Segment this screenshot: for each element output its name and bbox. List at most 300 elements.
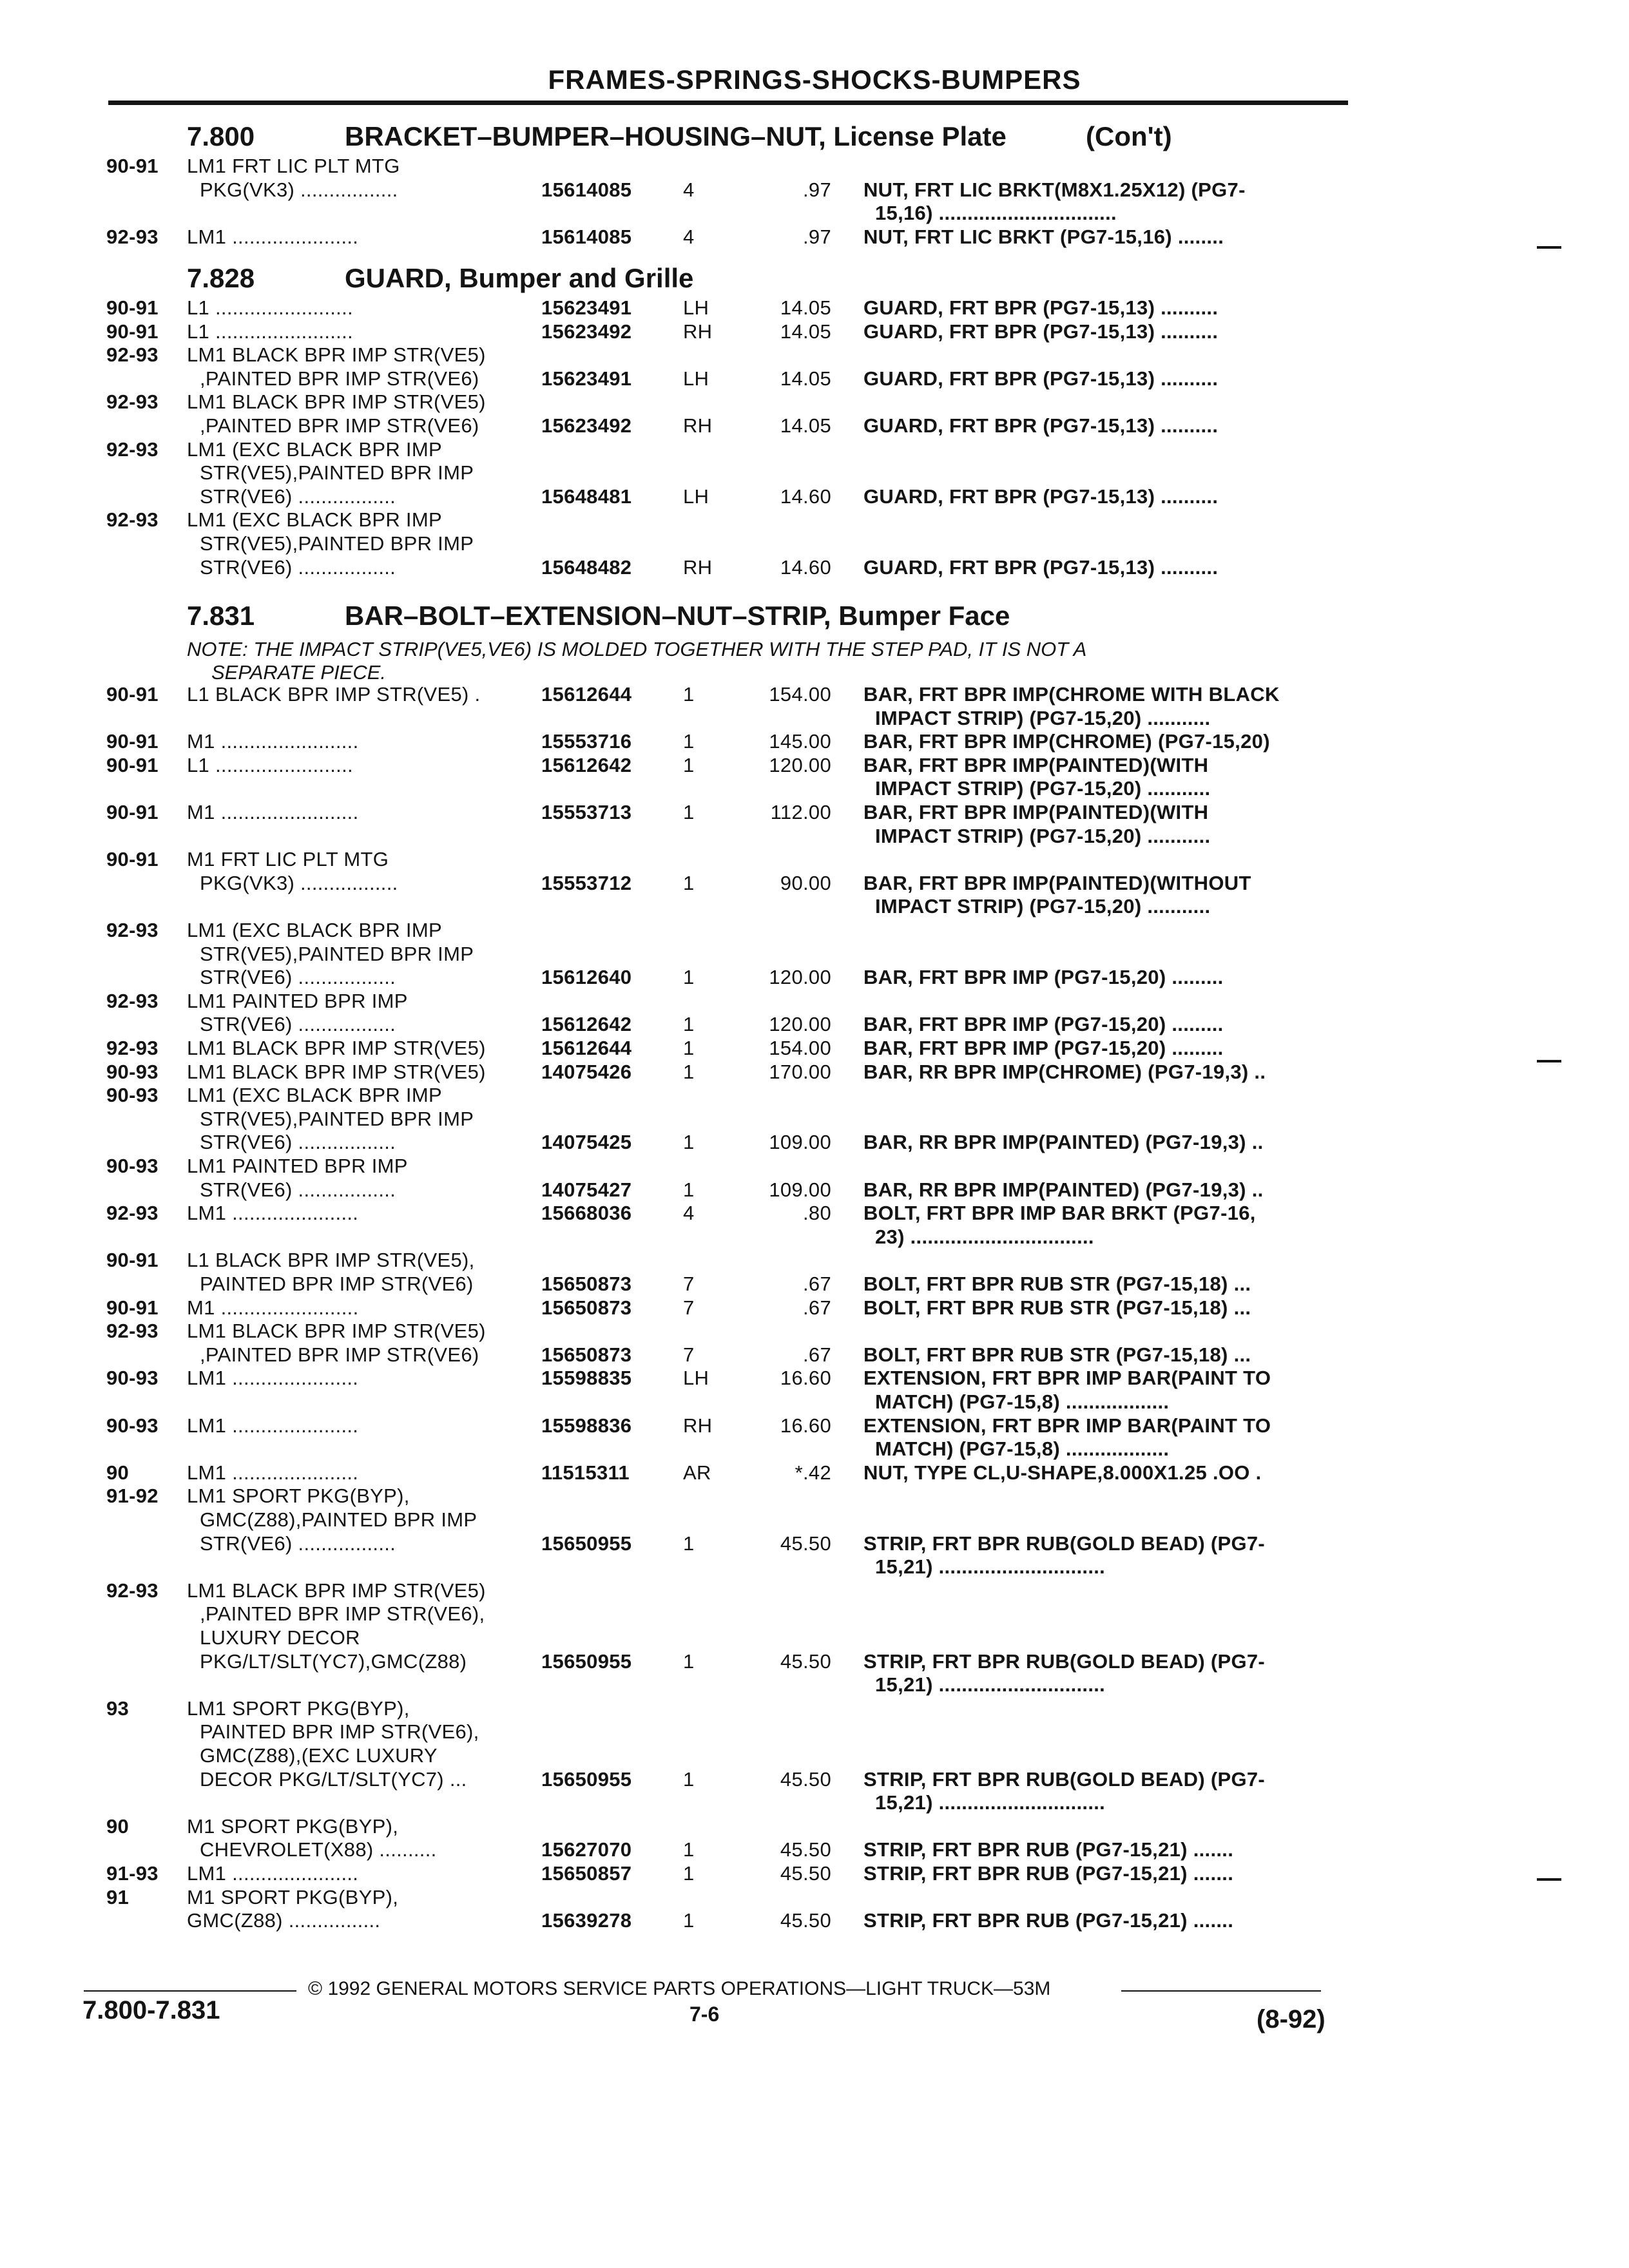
model-year: 90-91 [106,296,159,319]
model-year: 92-93 [106,1320,159,1343]
price: 120.00 [769,966,831,989]
part-description: BAR, FRT BPR IMP(PAINTED)(WITH [863,801,1209,823]
part-description: BAR, RR BPR IMP(PAINTED) (PG7-19,3) .. [863,1178,1264,1201]
parts-row [0,966,1629,989]
part-number: 15650955 [541,1532,632,1555]
part-description: BAR, FRT BPR IMP (PG7-15,20) ......... [863,1037,1224,1059]
quantity: 1 [683,966,695,989]
application-description: STR(VE6) ................. [200,1532,396,1555]
parts-row [0,1037,1629,1060]
price: .97 [803,178,831,201]
parts-row [0,1768,1629,1791]
section-continued: (Con't) [1086,121,1172,151]
parts-row [0,1414,1629,1437]
parts-row [0,1437,1629,1461]
part-number: 15650873 [541,1343,632,1366]
part-description: BOLT, FRT BPR RUB STR (PG7-15,18) ... [863,1296,1251,1319]
application-description: STR(VE6) ................. [200,1131,396,1154]
model-year: 92-93 [106,1202,159,1225]
application-description: M1 ........................ [187,1296,359,1319]
price: 45.50 [780,1862,831,1885]
price: 14.60 [780,555,831,579]
parts-row [0,438,1629,461]
footer-rule-left [84,1990,296,1992]
part-number: 15623492 [541,414,632,437]
section-title: GUARD, Bumper and Grille [345,263,694,293]
application-description: LUXURY DECOR [200,1626,360,1649]
part-number: 15648481 [541,485,632,508]
model-year: 90-91 [106,320,159,343]
model-year: 90-93 [106,1084,159,1107]
part-description: BAR, FRT BPR IMP(PAINTED)(WITH [863,753,1209,776]
price: 112.00 [770,801,831,823]
part-description: GUARD, FRT BPR (PG7-15,13) .......... [863,485,1219,508]
quantity: RH [683,555,713,579]
parts-row [0,414,1629,437]
quantity: 1 [683,871,695,894]
part-description: STRIP, FRT BPR RUB (PG7-15,21) ....... [863,1909,1234,1932]
quantity: RH [683,414,713,437]
parts-row [0,1532,1629,1555]
application-description: STR(VE5),PAINTED BPR IMP [200,942,474,965]
parts-row [0,1508,1629,1532]
parts-row [0,1650,1629,1673]
application-description: STR(VE6) ................. [200,1178,396,1201]
price: 154.00 [769,683,831,706]
part-number: 15650955 [541,1649,632,1673]
price: 109.00 [769,1131,831,1154]
parts-row [0,1131,1629,1154]
part-number: 15612644 [541,1037,632,1059]
parts-row [0,1273,1629,1296]
parts-row [0,155,1629,178]
page-header-title: FRAMES-SPRINGS-SHOCKS-BUMPERS [548,64,1081,95]
parts-row [0,943,1629,966]
margin-mark [1537,1878,1561,1881]
part-number: 15668036 [541,1202,632,1225]
part-description: BOLT, FRT BPR RUB STR (PG7-15,18) ... [863,1273,1251,1295]
part-description: STRIP, FRT BPR RUB (PG7-15,21) ....... [863,1838,1234,1861]
part-number: 15612644 [541,683,632,706]
application-description: STR(VE5),PAINTED BPR IMP [200,1107,474,1130]
part-number: 15623491 [541,367,632,390]
quantity: 1 [683,753,695,776]
application-description: LM1 SPORT PKG(BYP), [187,1485,410,1508]
quantity: 1 [683,1838,695,1861]
quantity: 1 [683,683,695,706]
parts-row [0,1013,1629,1036]
section-title: BAR–BOLT–EXTENSION–NUT–STRIP, Bumper Face [345,601,1010,631]
parts-row [0,1296,1629,1320]
parts-row [0,872,1629,895]
part-number: 15648482 [541,555,632,579]
model-year: 90-93 [106,1414,159,1437]
quantity: RH [683,1414,713,1437]
part-number: 15612642 [541,753,632,776]
part-description: BAR, RR BPR IMP(CHROME) (PG7-19,3) .. [863,1060,1266,1083]
parts-row [0,390,1629,414]
parts-row [0,1155,1629,1178]
part-description: IMPACT STRIP) (PG7-15,20) ........... [875,824,1211,847]
parts-row [0,556,1629,579]
parts-row [0,730,1629,753]
application-description: ,PAINTED BPR IMP STR(VE6) [200,414,479,437]
part-description: BAR, FRT BPR IMP(CHROME) (PG7-15,20) [863,730,1270,753]
price: 14.05 [780,367,831,390]
part-description: GUARD, FRT BPR (PG7-15,13) .......... [863,367,1219,390]
parts-row [0,1108,1629,1131]
parts-row [0,485,1629,508]
model-year: 93 [106,1696,130,1720]
price: 120.00 [769,753,831,776]
parts-row [0,343,1629,367]
part-description: IMPACT STRIP) (PG7-15,20) ........... [875,706,1211,729]
application-description: LM1 BLACK BPR IMP STR(VE5) [187,1037,486,1059]
application-description: STR(VE5),PAINTED BPR IMP [200,461,474,485]
parts-row [0,1862,1629,1885]
part-number: 15623492 [541,320,632,343]
section-note [187,638,1282,684]
quantity: 4 [683,225,695,248]
application-description: PAINTED BPR IMP STR(VE6) [200,1273,474,1295]
part-description: BAR, FRT BPR IMP (PG7-15,20) ......... [863,966,1224,989]
part-number: 15553713 [541,801,632,823]
parts-row [0,1225,1629,1249]
application-description: PKG/LT/SLT(YC7),GMC(Z88) [200,1649,467,1673]
quantity: LH [683,1367,709,1390]
part-number: 15614085 [541,225,632,248]
model-year: 92-93 [106,225,159,248]
footer-copyright: © 1992 GENERAL MOTORS SERVICE PARTS OPERATIONS—LIGHT TRUCK—53M [308,1978,1051,1999]
model-year: 91-93 [106,1862,159,1885]
application-description: DECOR PKG/LT/SLT(YC7) ... [200,1767,467,1791]
price: 120.00 [769,1013,831,1036]
part-description: NUT, FRT LIC BRKT(M8X1.25X12) (PG7- [863,178,1246,201]
part-number: 15627070 [541,1838,632,1861]
price: .67 [803,1296,831,1319]
application-description: M1 ........................ [187,730,359,753]
section-title: BRACKET–BUMPER–HOUSING–NUT, License Plate [345,121,1007,151]
quantity: RH [683,320,713,343]
part-description: BAR, FRT BPR IMP(PAINTED)(WITHOUT [863,871,1251,894]
model-year: 90-91 [106,848,159,871]
footer-page-number: 7-6 [689,2003,720,2026]
application-description: LM1 (EXC BLACK BPR IMP [187,1084,442,1107]
parts-row [0,1249,1629,1272]
part-description: IMPACT STRIP) (PG7-15,20) ........... [875,777,1211,800]
part-number: 15614085 [541,178,632,201]
price: .67 [803,1273,831,1295]
application-description: LM1 BLACK BPR IMP STR(VE5) [187,1320,486,1343]
footer-rule-right [1121,1990,1321,1992]
application-description: ,PAINTED BPR IMP STR(VE6) [200,1343,479,1366]
price: 154.00 [769,1037,831,1059]
quantity: 1 [683,1131,695,1154]
parts-row [0,1343,1629,1367]
part-description: GUARD, FRT BPR (PG7-15,13) .......... [863,320,1219,343]
price: 16.60 [780,1367,831,1390]
margin-mark [1537,1060,1561,1062]
part-number: 15612640 [541,966,632,989]
quantity: 1 [683,1767,695,1791]
parts-row [0,1791,1629,1814]
part-description: 15,16) ............................... [875,202,1117,225]
application-description: STR(VE6) ................. [200,1013,396,1036]
model-year: 90-91 [106,730,159,753]
section-number: 7.800 [187,121,255,151]
application-description: LM1 ...................... [187,1414,359,1437]
header-rule [108,101,1348,105]
application-description: LM1 BLACK BPR IMP STR(VE5) [187,1579,486,1602]
part-description: IMPACT STRIP) (PG7-15,20) ........... [875,895,1211,918]
parts-row [0,1602,1629,1626]
application-description: LM1 FRT LIC PLT MTG [187,155,400,177]
quantity: 7 [683,1273,695,1295]
price: 16.60 [780,1414,831,1437]
footer-section-range: 7.800-7.831 [82,1996,220,2024]
part-number: 15650873 [541,1273,632,1295]
quantity: 1 [683,1532,695,1555]
part-description: BAR, FRT BPR IMP(CHROME WITH BLACK [863,683,1280,706]
parts-row [0,178,1629,202]
parts-row [0,1461,1629,1485]
parts-row [0,1579,1629,1602]
parts-row [0,1485,1629,1508]
section-number: 7.828 [187,263,255,293]
parts-row [0,1626,1629,1649]
parts-row [0,1697,1629,1720]
parts-row [0,508,1629,532]
parts-row [0,1720,1629,1744]
model-year: 91 [106,1885,130,1908]
application-description: L1 BLACK BPR IMP STR(VE5), [187,1249,475,1272]
model-year: 92-93 [106,989,159,1012]
price: .80 [803,1202,831,1225]
application-description: L1 ........................ [187,753,353,776]
model-year: 92-93 [106,919,159,941]
application-description: LM1 BLACK BPR IMP STR(VE5) [187,343,486,367]
part-description: STRIP, FRT BPR RUB(GOLD BEAD) (PG7- [863,1532,1266,1555]
model-year: 90-93 [106,1155,159,1177]
application-description: L1 ........................ [187,296,353,319]
quantity: 7 [683,1296,695,1319]
quantity: 4 [683,1202,695,1225]
model-year: 92-93 [106,1579,159,1602]
price: 109.00 [769,1178,831,1201]
part-number: 15553712 [541,871,632,894]
part-number: 14075427 [541,1178,632,1201]
model-year: 90 [106,1814,130,1838]
part-number: 15553716 [541,730,632,753]
model-year: 90-91 [106,801,159,823]
application-description: LM1 ...................... [187,1202,359,1225]
part-description: STRIP, FRT BPR RUB (PG7-15,21) ....... [863,1862,1234,1885]
parts-row [0,1838,1629,1861]
part-description: NUT, TYPE CL,U-SHAPE,8.000X1.25 .OO . [863,1461,1262,1484]
application-description: GMC(Z88) ................ [187,1909,381,1932]
parts-row [0,707,1629,730]
part-description: STRIP, FRT BPR RUB(GOLD BEAD) (PG7- [863,1767,1266,1791]
price: .67 [803,1343,831,1366]
price: 45.50 [780,1909,831,1932]
margin-mark [1537,246,1561,249]
quantity: 1 [683,1862,695,1885]
application-description: STR(VE6) ................. [200,966,396,989]
model-year: 90-91 [106,1296,159,1319]
part-number: 15650955 [541,1767,632,1791]
application-description: LM1 ...................... [187,1461,359,1484]
application-description: LM1 BLACK BPR IMP STR(VE5) [187,390,486,414]
note-line-1: NOTE: THE IMPACT STRIP(VE5,VE6) IS MOLDED TOGETHER WITH THE STEP PAD, IT IS NOT A [187,638,1087,660]
application-description: M1 FRT LIC PLT MTG [187,848,389,871]
quantity: LH [683,296,709,319]
application-description: LM1 (EXC BLACK BPR IMP [187,508,442,532]
application-description: GMC(Z88),PAINTED BPR IMP [200,1508,477,1531]
quantity: LH [683,485,709,508]
parts-row [0,296,1629,320]
parts-row [0,777,1629,800]
parts-row [0,202,1629,225]
price: 14.05 [780,414,831,437]
part-description: GUARD, FRT BPR (PG7-15,13) .......... [863,296,1219,319]
application-description: LM1 ...................... [187,225,359,248]
part-description: BAR, FRT BPR IMP (PG7-15,20) ......... [863,1013,1224,1036]
note-line-2: SEPARATE PIECE. [211,661,387,684]
parts-row [0,1673,1629,1696]
parts-row [0,1178,1629,1202]
application-description: LM1 ...................... [187,1367,359,1390]
model-year: 91-92 [106,1485,159,1508]
parts-row [0,1555,1629,1579]
parts-row [0,825,1629,848]
part-number: 15598836 [541,1414,632,1437]
model-year: 92-93 [106,343,159,367]
price: 14.05 [780,296,831,319]
application-description: LM1 (EXC BLACK BPR IMP [187,919,442,941]
application-description: ,PAINTED BPR IMP STR(VE6) [200,367,479,390]
parts-row [0,754,1629,777]
footer-revision-date: (8-92) [1257,2005,1325,2033]
application-description: M1 ........................ [187,801,359,823]
application-description: PAINTED BPR IMP STR(VE6), [200,1720,479,1744]
part-description: 15,21) ............................. [875,1791,1106,1814]
part-description: BAR, RR BPR IMP(PAINTED) (PG7-19,3) .. [863,1131,1264,1154]
application-description: STR(VE6) ................. [200,485,396,508]
part-number: 15650873 [541,1296,632,1319]
parts-row [0,226,1629,249]
part-number: 14075425 [541,1131,632,1154]
quantity: 1 [683,1060,695,1083]
part-number: 15639278 [541,1909,632,1932]
parts-row [0,1320,1629,1343]
model-year: 90-91 [106,1249,159,1272]
price: 145.00 [769,730,831,753]
part-number: 15598835 [541,1367,632,1390]
application-description: LM1 ...................... [187,1862,359,1885]
parts-row [0,683,1629,706]
application-description: GMC(Z88),(EXC LUXURY [200,1744,438,1767]
application-description: LM1 SPORT PKG(BYP), [187,1696,410,1720]
part-number: 14075426 [541,1060,632,1083]
price: 14.05 [780,320,831,343]
application-description: STR(VE6) ................. [200,555,396,579]
part-number: 15612642 [541,1013,632,1036]
price: 90.00 [780,871,831,894]
parts-row [0,461,1629,485]
part-description: EXTENSION, FRT BPR IMP BAR(PAINT TO [863,1367,1271,1390]
application-description: L1 BLACK BPR IMP STR(VE5) . [187,683,481,706]
quantity: 1 [683,1037,695,1059]
parts-row [0,367,1629,390]
parts-row [0,895,1629,918]
part-description: 15,21) ............................. [875,1555,1106,1579]
model-year: 92-93 [106,437,159,461]
parts-row [0,320,1629,343]
parts-row [0,532,1629,555]
part-description: GUARD, FRT BPR (PG7-15,13) .......... [863,555,1219,579]
part-description: 23) ................................ [875,1225,1094,1248]
application-description: LM1 PAINTED BPR IMP [187,989,408,1012]
application-description: M1 SPORT PKG(BYP), [187,1814,399,1838]
price: 14.60 [780,485,831,508]
parts-row [0,1061,1629,1084]
part-description: MATCH) (PG7-15,8) .................. [875,1437,1170,1461]
quantity: 1 [683,1013,695,1036]
parts-row [0,1367,1629,1390]
part-description: MATCH) (PG7-15,8) .................. [875,1390,1170,1413]
model-year: 90-93 [106,1060,159,1083]
application-description: PKG(VK3) ................. [200,871,398,894]
parts-row [0,990,1629,1013]
part-description: EXTENSION, FRT BPR IMP BAR(PAINT TO [863,1414,1271,1437]
parts-row [0,1084,1629,1107]
application-description: LM1 (EXC BLACK BPR IMP [187,437,442,461]
quantity: 1 [683,1909,695,1932]
model-year: 92-93 [106,508,159,532]
price: 45.50 [780,1767,831,1791]
part-description: NUT, FRT LIC BRKT (PG7-15,16) ........ [863,225,1224,248]
application-description: STR(VE5),PAINTED BPR IMP [200,532,474,555]
quantity: 7 [683,1343,695,1366]
application-description: PKG(VK3) ................. [200,178,398,201]
part-description: GUARD, FRT BPR (PG7-15,13) .......... [863,414,1219,437]
quantity: 1 [683,1178,695,1201]
price: .97 [803,225,831,248]
parts-row [0,919,1629,942]
quantity: 1 [683,801,695,823]
model-year: 90-91 [106,753,159,776]
part-number: 15623491 [541,296,632,319]
price: 170.00 [769,1060,831,1083]
parts-row [0,1886,1629,1909]
parts-row [0,1744,1629,1767]
parts-row [0,848,1629,871]
parts-row [0,1815,1629,1838]
model-year: 92-93 [106,1037,159,1059]
application-description: LM1 BLACK BPR IMP STR(VE5) [187,1060,486,1083]
price: *.42 [795,1461,831,1484]
application-description: M1 SPORT PKG(BYP), [187,1885,399,1908]
model-year: 90-91 [106,155,159,177]
part-description: 15,21) ............................. [875,1673,1106,1696]
part-description: BOLT, FRT BPR IMP BAR BRKT (PG7-16, [863,1202,1256,1225]
quantity: AR [683,1461,711,1484]
parts-row [0,1390,1629,1414]
application-description: LM1 PAINTED BPR IMP [187,1155,408,1177]
parts-row [0,1909,1629,1932]
price: 45.50 [780,1649,831,1673]
part-description: BOLT, FRT BPR RUB STR (PG7-15,18) ... [863,1343,1251,1366]
